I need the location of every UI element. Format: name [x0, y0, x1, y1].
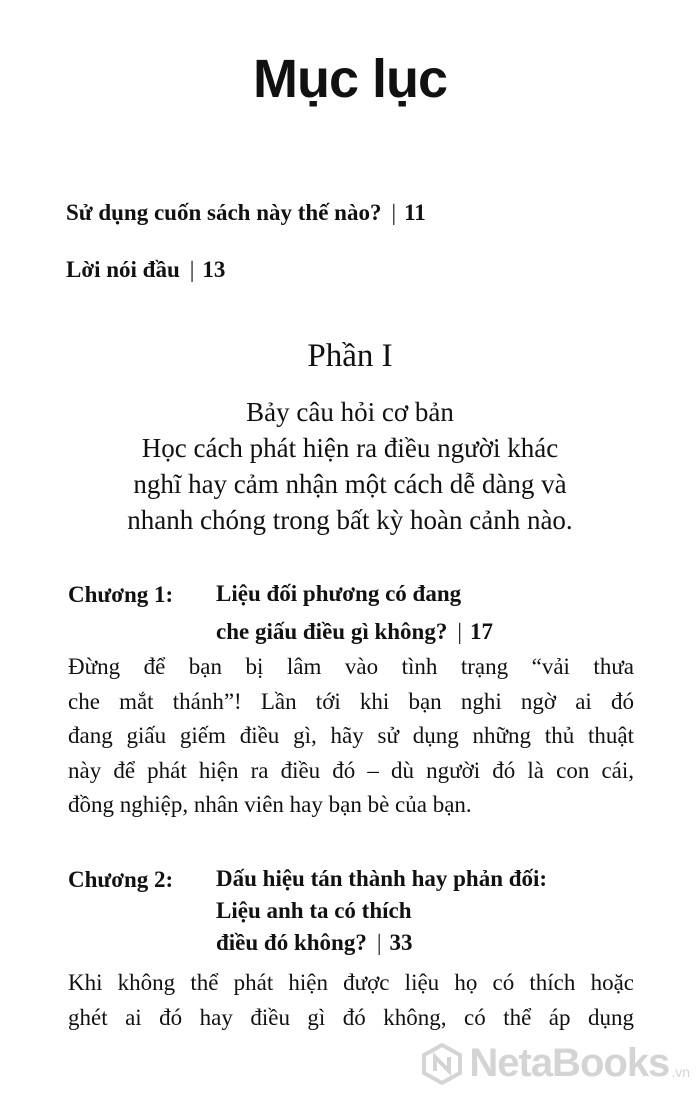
part-subtitle-line: Học cách phát hiện ra điều người khác	[141, 433, 559, 463]
chapter-title-line: Liệu đối phương có đang	[216, 581, 462, 606]
chapter-1-title[interactable]	[216, 578, 493, 648]
chapter-title-line	[216, 927, 547, 959]
watermark-brand: NetaBooks	[469, 1041, 670, 1085]
description-line: che mắt thánh”! Lần tới khi bạn nghi ngờ ai đó	[68, 688, 634, 714]
chapter-page: 17	[469, 619, 493, 644]
description-line: Khi không thể phát hiện được liệu họ có thích hoặc	[68, 970, 634, 995]
toc-entry-page: 13	[202, 257, 226, 282]
page-title: Mục lục	[252, 49, 448, 109]
watermark-domain: .vn	[671, 1064, 690, 1080]
toc-separator: |	[189, 257, 195, 282]
watermark	[421, 1041, 690, 1086]
description-line: này để phát hiện ra điều đó – dù người đó là con cái,	[68, 757, 634, 783]
chapter-1-description	[68, 650, 634, 823]
chapter-title-line	[216, 616, 493, 648]
chapter-page: 33	[389, 930, 413, 955]
toc-separator: |	[391, 200, 397, 225]
part-subtitle-line: Bảy câu hỏi cơ bản	[246, 397, 454, 427]
chapter-title-text: điều đó không?	[216, 930, 367, 955]
toc-entry-label: Sử dụng cuốn sách này thế nào?	[66, 200, 382, 225]
chapter-title-line: Dấu hiệu tán thành hay phản đối:	[216, 866, 548, 891]
toc-entry-preface[interactable]	[66, 257, 225, 283]
description-line: ghét ai đó hay điều gì đó không, có thể áp dụng	[68, 1004, 634, 1030]
part-title: Phần I	[307, 338, 393, 374]
chapter-2-title[interactable]	[216, 863, 547, 959]
chapter-2-label: Chương 2:	[68, 867, 174, 892]
chapter-title-text: che giấu điều gì không?	[216, 619, 448, 644]
chapter-title-line: Liệu anh ta có thích	[216, 898, 412, 923]
toc-separator: |	[376, 930, 382, 955]
netabooks-logo-icon	[421, 1043, 463, 1085]
description-line: đang giấu giếm điều gì, hãy sử dụng những thủ thuật	[68, 723, 634, 748]
toc-entry-page: 11	[404, 200, 426, 225]
part-subtitle-line: nghĩ hay cảm nhận một cách dễ dàng và	[133, 469, 567, 499]
description-line: đồng nghiệp, nhân viên hay bạn bè của bạn.	[68, 792, 472, 817]
chapter-2-description	[68, 966, 634, 1035]
toc-separator: |	[457, 619, 462, 644]
toc-entry-label: Lời nói đầu	[66, 257, 180, 282]
part-subtitle	[0, 394, 700, 538]
description-line: Đừng để bạn bị lâm vào tình trạng “vải thưa	[68, 654, 634, 679]
part-subtitle-line: nhanh chóng trong bất kỳ hoàn cảnh nào.	[127, 505, 573, 535]
toc-entry-how-to-use[interactable]	[66, 200, 426, 226]
chapter-1-label: Chương 1:	[68, 582, 174, 607]
